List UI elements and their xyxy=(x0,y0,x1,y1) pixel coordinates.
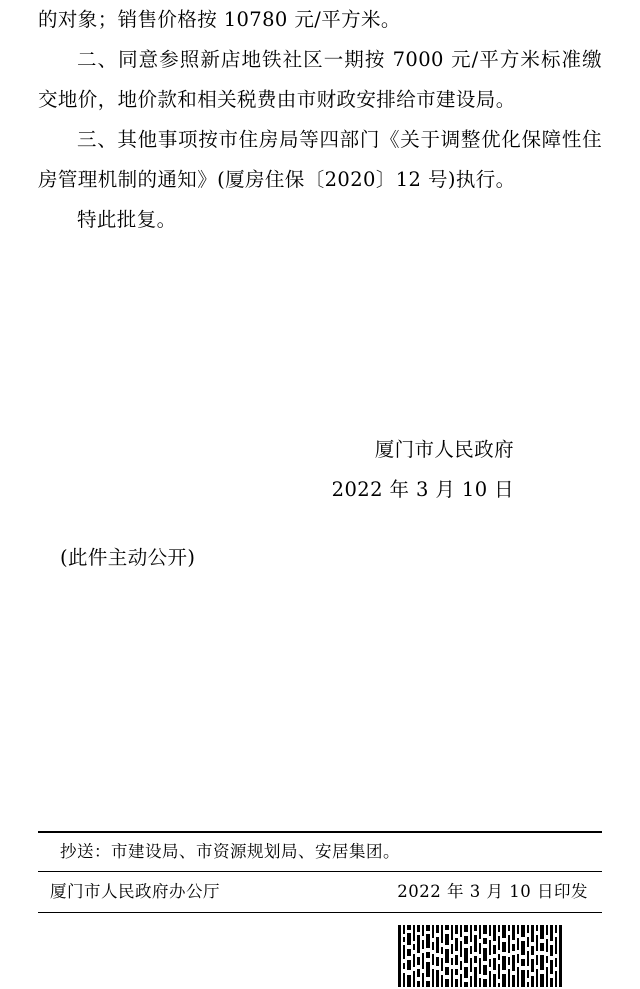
footer-bottom-row xyxy=(38,872,602,912)
barcode-2d-icon xyxy=(396,923,564,989)
footer-area xyxy=(0,721,640,941)
vertical-spacer xyxy=(38,240,602,420)
paragraph-item-three: 三、其他事项按市住房局等四部门《关于调整优化保障性住房管理机制的通知》(厦房住保〔2020〕12 号)执行。 xyxy=(38,128,602,191)
signature-issuer: 厦门市人民政府 xyxy=(374,438,514,461)
footer-office: 厦门市人民政府办公厅 xyxy=(50,882,220,901)
signature-date: 2022 年 3 月 10 日 xyxy=(331,478,514,501)
paragraph-closing: 特此批复。 xyxy=(77,208,177,231)
document-footer xyxy=(38,831,602,913)
barcode-svg xyxy=(396,923,564,989)
footer-cc: 抄送：市建设局、市资源规划局、安居集团。 xyxy=(60,842,400,861)
paragraph-item-two: 二、同意参照新店地铁社区一期按 7000 元/平方米标准缴交地价，地价款和相关税费由市财政安排给市建设局。 xyxy=(38,48,602,111)
disclosure-note: (此件主动公开) xyxy=(60,546,196,569)
document-body xyxy=(38,0,602,240)
paragraph-continuation: 的对象；销售价格按 10780 元/平方米。 xyxy=(38,8,401,31)
footer-bottom-rule xyxy=(38,912,602,913)
footer-print-date: 2022 年 3 月 10 日印发 xyxy=(397,882,588,901)
signature-block xyxy=(38,430,602,510)
